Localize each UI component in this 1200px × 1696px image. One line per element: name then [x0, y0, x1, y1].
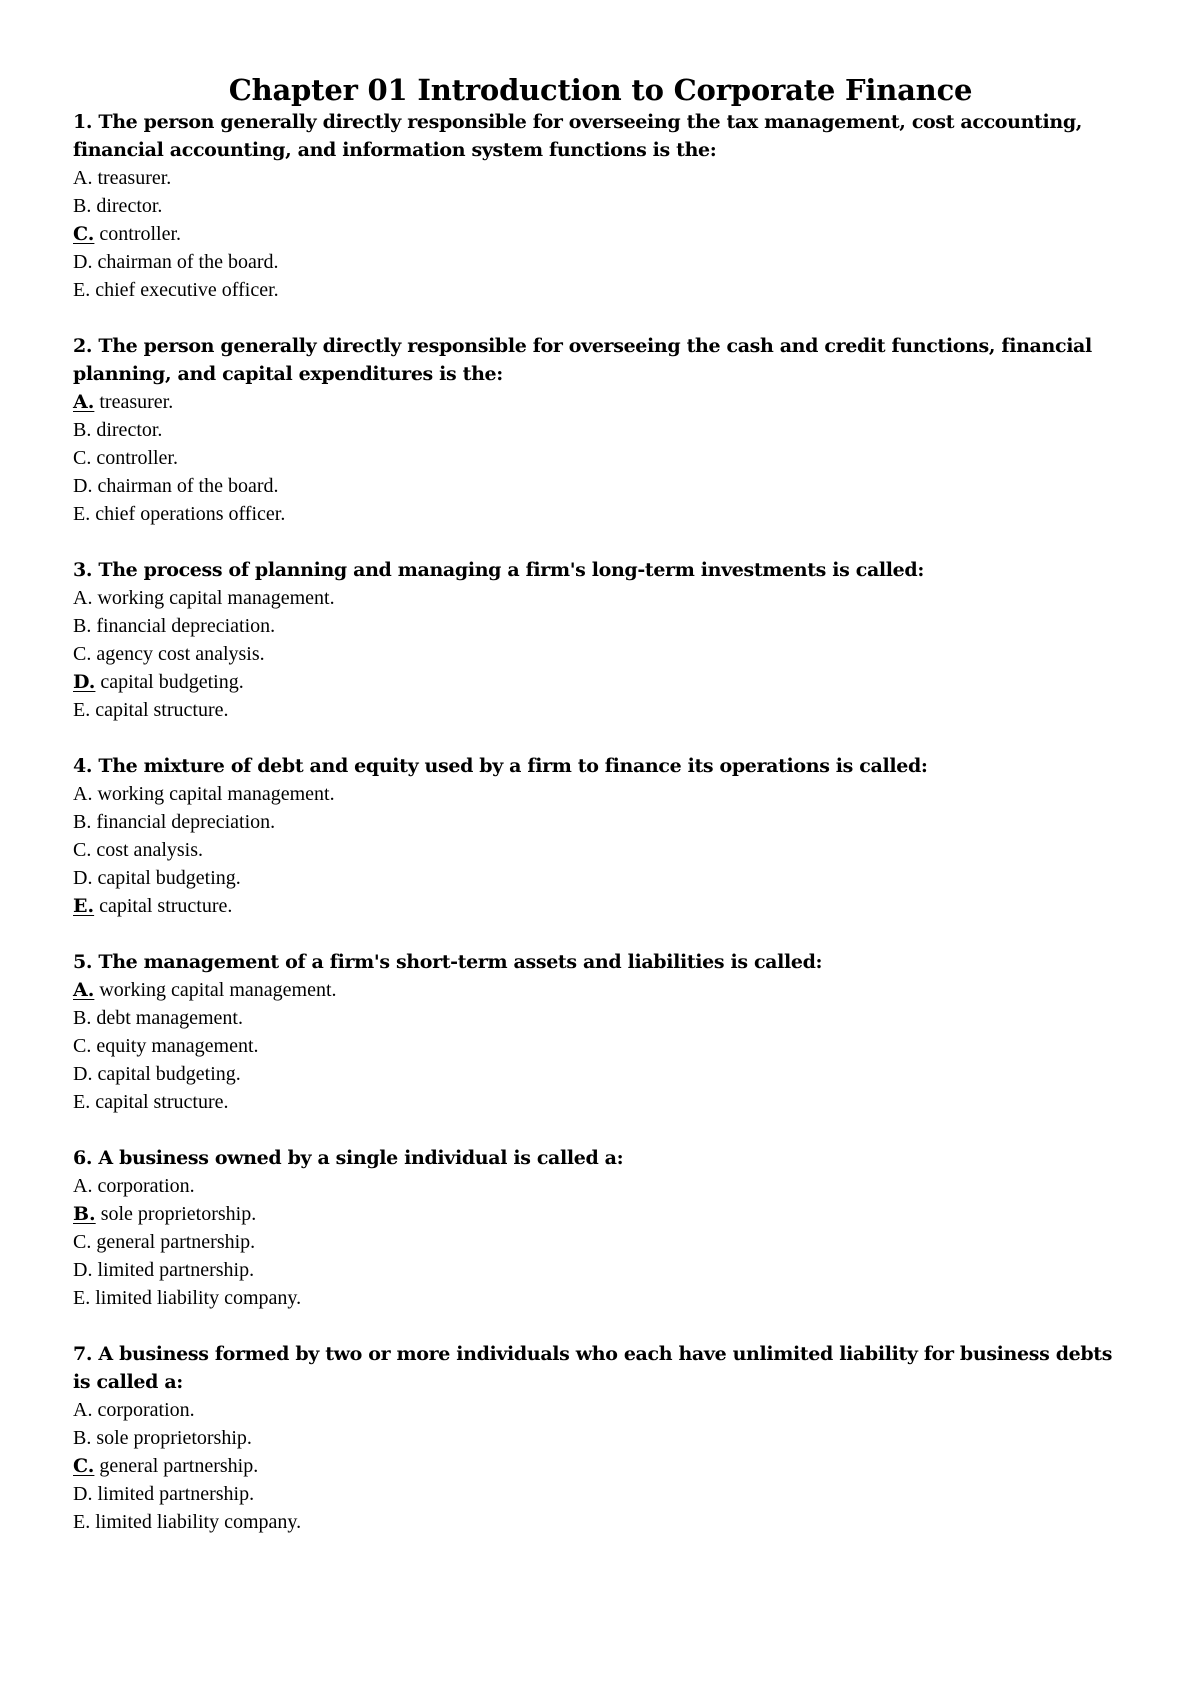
answer-option	[73, 1284, 1128, 1312]
answer-option	[73, 1004, 1128, 1032]
option-text: director.	[96, 419, 163, 441]
question-stem	[73, 1144, 1128, 1172]
option-text: limited partnership.	[97, 1259, 255, 1281]
option-text: treasurer.	[97, 167, 172, 189]
option-letter: B.	[73, 615, 92, 637]
option-letter: B.	[73, 1427, 92, 1449]
answer-option	[73, 164, 1128, 192]
answer-option	[73, 1060, 1128, 1088]
answer-option	[73, 696, 1128, 724]
option-letter: B.	[73, 811, 92, 833]
answer-option	[73, 640, 1128, 668]
option-text: corporation.	[97, 1399, 195, 1421]
question-stem	[73, 1340, 1128, 1396]
option-text: chairman of the board.	[97, 475, 279, 497]
option-text: sole proprietorship.	[100, 1203, 257, 1225]
option-letter: E.	[73, 1091, 91, 1113]
option-letter: E.	[73, 279, 91, 301]
option-text: corporation.	[97, 1175, 195, 1197]
correct-answer-letter: A.	[73, 979, 95, 1001]
option-letter: C.	[73, 447, 92, 469]
option-text: chief executive officer.	[95, 279, 279, 301]
correct-answer-letter: A.	[73, 391, 95, 413]
answer-option	[73, 1424, 1128, 1452]
option-text: capital budgeting.	[97, 867, 241, 889]
option-letter: E.	[73, 699, 91, 721]
question-stem	[73, 108, 1128, 164]
option-text: chief operations officer.	[95, 503, 286, 525]
option-letter: E.	[73, 1287, 91, 1309]
answer-option	[73, 1480, 1128, 1508]
question-number: 6.	[73, 1147, 93, 1169]
answer-option	[73, 472, 1128, 500]
question-list	[73, 108, 1128, 1536]
option-text: debt management.	[96, 1007, 243, 1029]
option-letter: A.	[73, 1399, 93, 1421]
option-text: limited liability company.	[95, 1287, 302, 1309]
option-letter: D.	[73, 1259, 93, 1281]
question-text: The person generally directly responsible for overseeing the tax management, cost accounting, financial accounting, and information system functions is the:	[73, 111, 1083, 161]
question-text: The process of planning and managing a firm's long-term investments is called:	[98, 559, 925, 581]
answer-option	[73, 444, 1128, 472]
option-text: capital structure.	[99, 895, 233, 917]
answer-option	[73, 192, 1128, 220]
question-number: 4.	[73, 755, 93, 777]
option-text: limited liability company.	[95, 1511, 302, 1533]
answer-option	[73, 1508, 1128, 1536]
question-number: 2.	[73, 335, 93, 357]
question-number: 3.	[73, 559, 93, 581]
option-text: capital budgeting.	[100, 671, 244, 693]
option-text: capital structure.	[95, 1091, 229, 1113]
option-letter: A.	[73, 1175, 93, 1197]
option-text: capital structure.	[95, 699, 229, 721]
option-letter: D.	[73, 1483, 93, 1505]
option-letter: E.	[73, 503, 91, 525]
option-text: chairman of the board.	[97, 251, 279, 273]
question-text: The management of a firm's short-term assets and liabilities is called:	[98, 951, 823, 973]
option-letter: C.	[73, 839, 92, 861]
option-text: capital budgeting.	[97, 1063, 241, 1085]
answer-option	[73, 1228, 1128, 1256]
answer-option	[73, 1088, 1128, 1116]
option-letter: A.	[73, 587, 93, 609]
question-text: The mixture of debt and equity used by a firm to finance its operations is called:	[98, 755, 928, 777]
correct-answer-letter: C.	[73, 223, 95, 245]
question-text: The person generally directly responsible for overseeing the cash and credit functions, financial planning, and capital expenditures is the:	[73, 335, 1092, 385]
question-stem	[73, 948, 1128, 976]
option-text: working capital management.	[97, 587, 335, 609]
answer-option	[73, 864, 1128, 892]
option-text: general partnership.	[96, 1231, 256, 1253]
option-text: director.	[96, 195, 163, 217]
option-text: limited partnership.	[97, 1483, 255, 1505]
answer-options	[73, 780, 1128, 920]
option-text: financial depreciation.	[96, 615, 276, 637]
answer-option	[73, 1032, 1128, 1060]
question-item	[73, 948, 1128, 1116]
answer-option-correct	[73, 1200, 1128, 1228]
option-text: working capital management.	[97, 783, 335, 805]
option-letter: C.	[73, 1035, 92, 1057]
answer-option-correct	[73, 892, 1128, 920]
option-text: controller.	[96, 447, 178, 469]
answer-option	[73, 612, 1128, 640]
correct-answer-letter: D.	[73, 671, 96, 693]
question-stem	[73, 332, 1128, 388]
answer-option	[73, 584, 1128, 612]
question-stem	[73, 556, 1128, 584]
answer-options	[73, 976, 1128, 1116]
question-item	[73, 1340, 1128, 1536]
option-letter: A.	[73, 167, 93, 189]
answer-option	[73, 248, 1128, 276]
answer-option	[73, 780, 1128, 808]
question-item	[73, 1144, 1128, 1312]
answer-option	[73, 276, 1128, 304]
answer-option-correct	[73, 220, 1128, 248]
answer-options	[73, 1172, 1128, 1312]
question-item	[73, 332, 1128, 528]
option-text: working capital management.	[99, 979, 337, 1001]
answer-option-correct	[73, 668, 1128, 696]
option-letter: D.	[73, 1063, 93, 1085]
answer-option	[73, 500, 1128, 528]
question-text: A business formed by two or more individuals who each have unlimited liability for business debts is called a:	[73, 1343, 1113, 1393]
page-title: Chapter 01 Introduction to Corporate Finance	[228, 73, 973, 107]
answer-option	[73, 1396, 1128, 1424]
option-text: cost analysis.	[96, 839, 203, 861]
option-text: general partnership.	[99, 1455, 259, 1477]
option-text: sole proprietorship.	[96, 1427, 252, 1449]
answer-option-correct	[73, 976, 1128, 1004]
option-letter: B.	[73, 195, 92, 217]
option-text: equity management.	[96, 1035, 259, 1057]
correct-answer-letter: B.	[73, 1203, 96, 1225]
answer-option-correct	[73, 388, 1128, 416]
question-number: 5.	[73, 951, 93, 973]
option-text: financial depreciation.	[96, 811, 276, 833]
question-item	[73, 108, 1128, 304]
question-text: A business owned by a single individual is called a:	[98, 1147, 624, 1169]
answer-option	[73, 1256, 1128, 1284]
option-letter: C.	[73, 1231, 92, 1253]
answer-options	[73, 1396, 1128, 1536]
question-item	[73, 752, 1128, 920]
option-letter: C.	[73, 643, 92, 665]
option-text: agency cost analysis.	[96, 643, 265, 665]
answer-option	[73, 1172, 1128, 1200]
option-letter: D.	[73, 867, 93, 889]
answer-option	[73, 808, 1128, 836]
option-letter: A.	[73, 783, 93, 805]
option-letter: B.	[73, 419, 92, 441]
answer-option	[73, 836, 1128, 864]
question-item	[73, 556, 1128, 724]
option-text: controller.	[99, 223, 182, 245]
question-number: 1.	[73, 111, 93, 133]
answer-option	[73, 416, 1128, 444]
answer-option-correct	[73, 1452, 1128, 1480]
correct-answer-letter: E.	[73, 895, 95, 917]
answer-options	[73, 388, 1128, 528]
answer-options	[73, 164, 1128, 304]
question-number: 7.	[73, 1343, 93, 1365]
correct-answer-letter: C.	[73, 1455, 95, 1477]
option-letter: D.	[73, 475, 93, 497]
option-letter: D.	[73, 251, 93, 273]
option-text: treasurer.	[99, 391, 174, 413]
option-letter: E.	[73, 1511, 91, 1533]
question-stem	[73, 752, 1128, 780]
option-letter: B.	[73, 1007, 92, 1029]
answer-options	[73, 584, 1128, 724]
